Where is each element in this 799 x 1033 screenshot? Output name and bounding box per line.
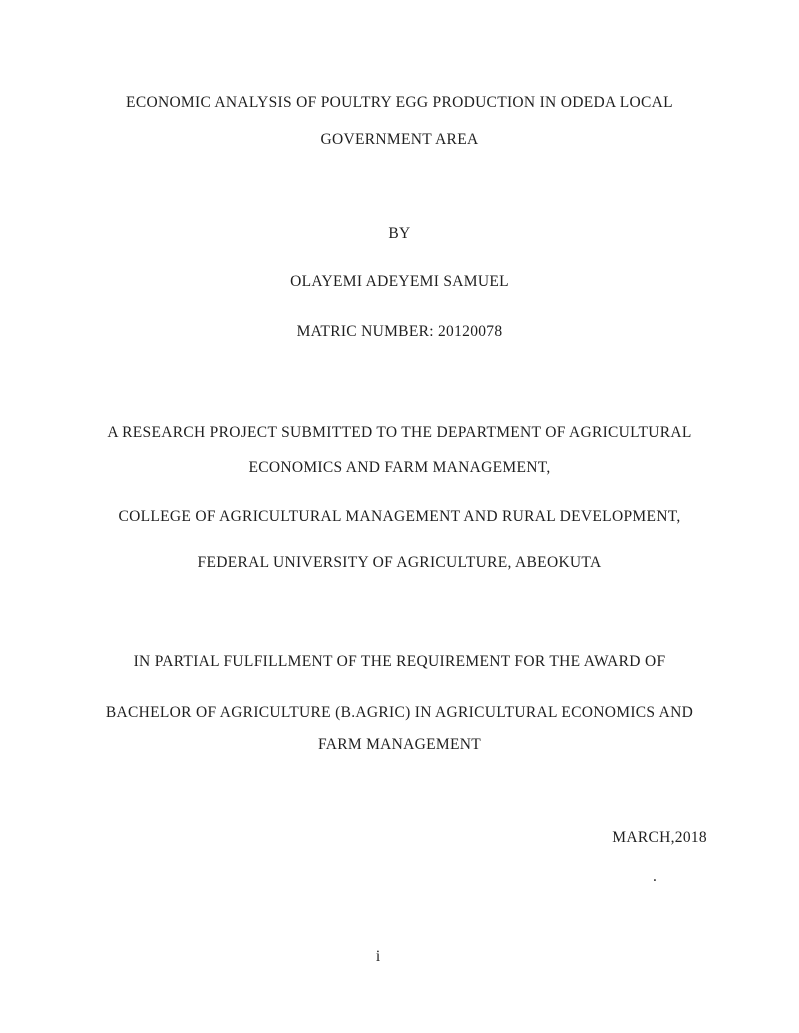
submission-line-1: A RESEARCH PROJECT SUBMITTED TO THE DEPARTMENT OF AGRICULTURAL: [107, 424, 692, 441]
byline-label: BY: [388, 225, 411, 242]
fulfillment-line-2: BACHELOR OF AGRICULTURE (B.AGRIC) IN AGRICULTURAL ECONOMICS AND: [105, 704, 694, 721]
author-name: OLAYEMI ADEYEMI SAMUEL: [290, 273, 509, 290]
fulfillment-line-3: FARM MANAGEMENT: [317, 736, 482, 753]
page-number: i: [375, 948, 381, 965]
submission-line-4: FEDERAL UNIVERSITY OF AGRICULTURE, ABEOKUTA: [197, 554, 602, 571]
title-line-1: ECONOMIC ANALYSIS OF POULTRY EGG PRODUCTION IN ODEDA LOCAL: [126, 94, 673, 111]
matric-number: MATRIC NUMBER: 20120078: [296, 323, 503, 340]
submission-line-2: ECONOMICS AND FARM MANAGEMENT,: [248, 459, 551, 476]
title-line-2: GOVERNMENT AREA: [320, 131, 479, 148]
stray-dot-mark: .: [653, 868, 657, 885]
submission-line-3: COLLEGE OF AGRICULTURAL MANAGEMENT AND RURAL DEVELOPMENT,: [118, 508, 681, 525]
fulfillment-line-1: IN PARTIAL FULFILLMENT OF THE REQUIREMENT FOR THE AWARD OF: [133, 653, 666, 670]
publication-date: MARCH,2018: [612, 829, 707, 846]
